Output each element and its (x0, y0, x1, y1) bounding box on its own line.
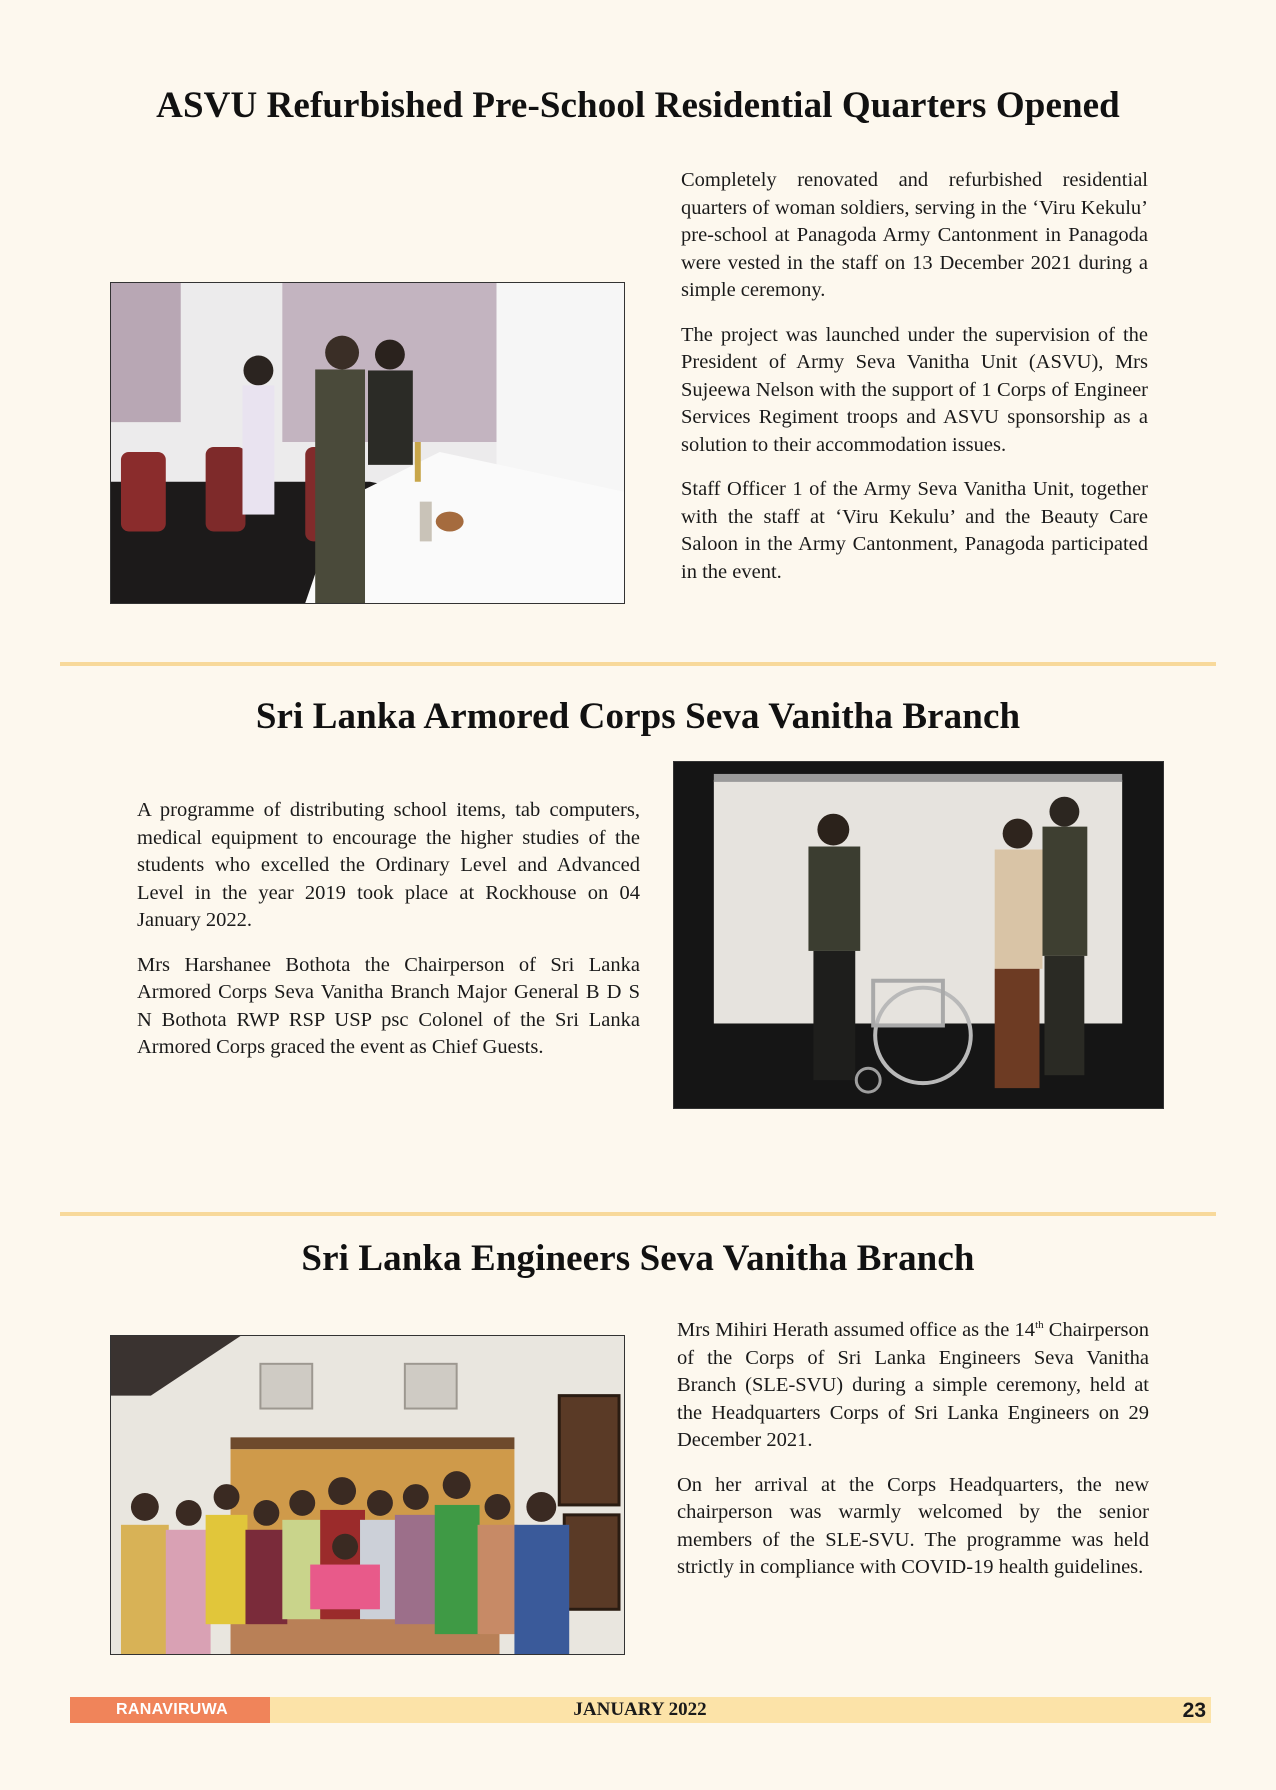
paragraph: Staff Officer 1 of the Army Seva Vanitha Unit, together with the staff at ‘Viru Kekulu’ and the Beauty Care Saloon in the Army Cantonment, Panagoda participated in the event. (681, 478, 1148, 583)
paragraph (677, 1317, 1149, 1455)
section-divider (60, 662, 1216, 666)
paragraph-text: Mrs Mihiri Herath assumed office as the 14 (677, 1319, 1036, 1341)
article-title-asvu: ASVU Refurbished Pre-School Residential Quarters Opened (156, 85, 1120, 126)
paragraph-text: Chairperson of the Corps of Sri Lanka Engineers Seva Vanitha Branch (SLE-SVU) during a simple ceremony, held at the Headquarters Corps of Sri Lanka Engineers on 29 December 2021. (677, 1319, 1149, 1451)
paragraph: On her arrival at the Corps Headquarters, the new chairperson was warmly welcomed by the senior members of the SLE-SVU. The programme was held strictly in compliance with COVID-19 health guidelines. (677, 1473, 1149, 1578)
photo-engineers-group (110, 1335, 625, 1655)
article-title-armored-corps: Sri Lanka Armored Corps Seva Vanitha Branch (255, 696, 1021, 737)
article-body-engineers (677, 1317, 1149, 1599)
article-body-armored-corps (137, 797, 640, 1079)
paragraph: The project was launched under the supervision of the President of Army Seva Vanitha Unit (ASVU), Mrs Sujeewa Nelson with the support of 1 Corps of Engineer Services Regiment troops and ASVU sponsorship as a solution to their accommodation issues. (681, 323, 1148, 456)
paragraph: Mrs Harshanee Bothota the Chairperson of Sri Lanka Armored Corps Seva Vanitha Branch Major General B D S N Bothota RWP RSP USP psc Colonel of the Sri Lanka Armored Corps graced the event as Chief Guests. (137, 953, 640, 1058)
page-number: 23 (1182, 1699, 1206, 1722)
footer-brand: RANAVIRUWA (70, 1697, 270, 1723)
paragraph: Completely renovated and refurbished residential quarters of woman soldiers, serving in the ‘Viru Kekulu’ pre-school at Panagoda Army Cantonment in Panagoda were vested in the staff on 13 December 2021 during a simple ceremony. (681, 169, 1148, 301)
ordinal-suffix: th (1035, 1319, 1044, 1332)
footer-date: JANUARY 2022 (573, 1699, 707, 1720)
article-title-engineers: Sri Lanka Engineers Seva Vanitha Branch (301, 1238, 975, 1279)
article-body-asvu (681, 167, 1148, 603)
photo-wheelchair-donation (673, 761, 1164, 1109)
paragraph: A programme of distributing school items, tab computers, medical equipment to encourage the higher studies of the students who excelled the Ordinary Level and Advanced Level in the year 2019 took place at Rockhouse on 04 January 2022. (137, 799, 640, 931)
photo-lamp-lighting-ceremony (110, 282, 625, 604)
section-divider (60, 1212, 1216, 1216)
